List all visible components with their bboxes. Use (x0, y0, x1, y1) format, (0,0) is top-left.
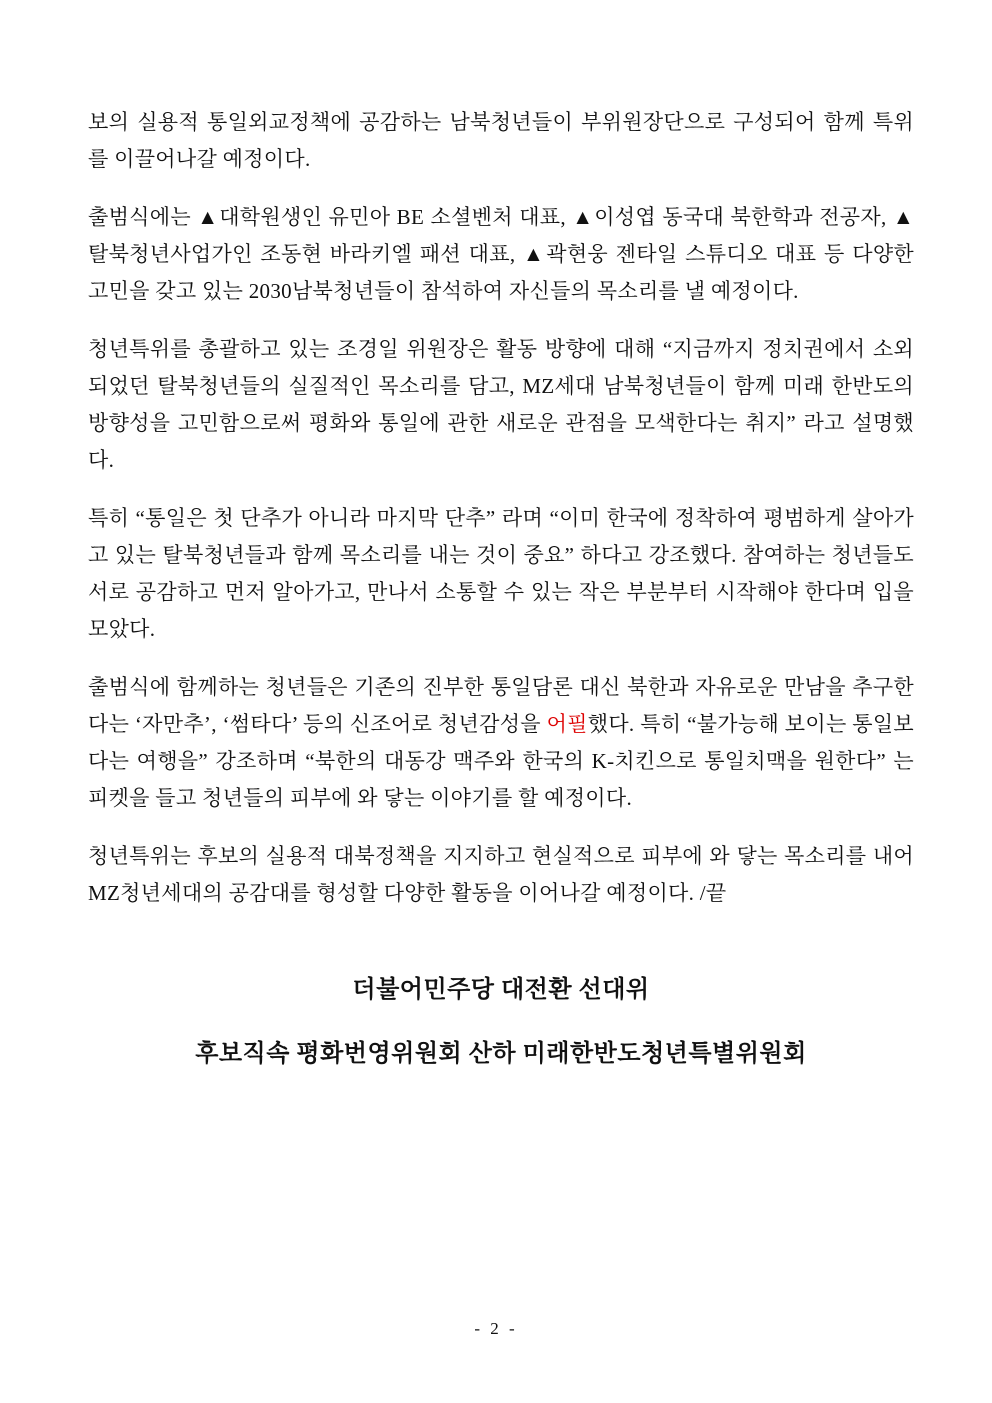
signature-org-line: 더불어민주당 대전환 선대위 (352, 977, 650, 1003)
paragraph-youth-appeal-lead: 출범식에 함께하는 청년들은 기존의 진부한 통일담론 대신 북한과 자유로운 만남을 추구한다는 ‘자만추’, ‘썸타다’ 등의 신조어로 청년감성을 (88, 675, 914, 736)
paragraph-emphasis-quote: 특히 “통일은 첫 단추가 아니라 마지막 단추” 라며 “이미 한국에 정착하여 평범하게 살아가고 있는 탈북청년들과 함께 목소리를 내는 것이 중요” 하다고 강조했다. 참여하는 청년들도 서로 공감하고 먼저 알아가고, 만나서 소통할 수 있는 작은 부분부터 시작해야 한다며 입을 모았다. (88, 506, 914, 641)
signature-block (88, 970, 914, 1074)
paragraph-closing: 청년특위는 후보의 실용적 대북정책을 지지하고 현실적으로 피부에 와 닿는 목소리를 내어 MZ청년세대의 공감대를 형성할 다양한 활동을 이어나갈 예정이다. /끝 (88, 844, 914, 905)
highlighted-word-red: 어필 (546, 712, 588, 736)
paragraph-youth-appeal (88, 669, 914, 817)
page-number: - 2 - (474, 1319, 518, 1338)
paragraph-intro: 보의 실용적 통일외교정책에 공감하는 남북청년들이 부위원장단으로 구성되어 함께 특위를 이끌어나갈 예정이다. (88, 110, 914, 171)
signature-committee-line: 후보직속 평화번영위원회 산하 미래한반도청년특별위원회 (195, 1041, 807, 1067)
paragraph-attendees: 출범식에는 ▲대학원생인 유민아 BE 소셜벤처 대표, ▲이성엽 동국대 북한학과 전공자, ▲탈북청년사업가인 조동현 바라키엘 패션 대표, ▲곽현웅 젠타일 스튜디오 대표 등 다양한 고민을 갖고 있는 2030남북청년들이 참석하여 자신들의 목소리를 낼 예정이다. (88, 205, 914, 303)
document-body (88, 104, 914, 1098)
paragraph-chairman-quote: 청년특위를 총괄하고 있는 조경일 위원장은 활동 방향에 대해 “지금까지 정치권에서 소외되었던 탈북청년들의 실질적인 목소리를 담고, MZ세대 남북청년들이 함께 미래 한반도의 방향성을 고민함으로써 평화와 통일에 관한 새로운 관점을 모색한다는 취지” 라고 설명했다. (88, 337, 914, 472)
paragraph-youth-appeal-tail: 했다. 특히 “불가능해 보이는 통일보다는 여행을” 강조하며 “북한의 대동강 맥주와 한국의 K-치킨으로 통일치맥을 원한다” 는 피켓을 들고 청년들의 피부에 와 닿는 이야기를 할 예정이다. (88, 712, 914, 810)
